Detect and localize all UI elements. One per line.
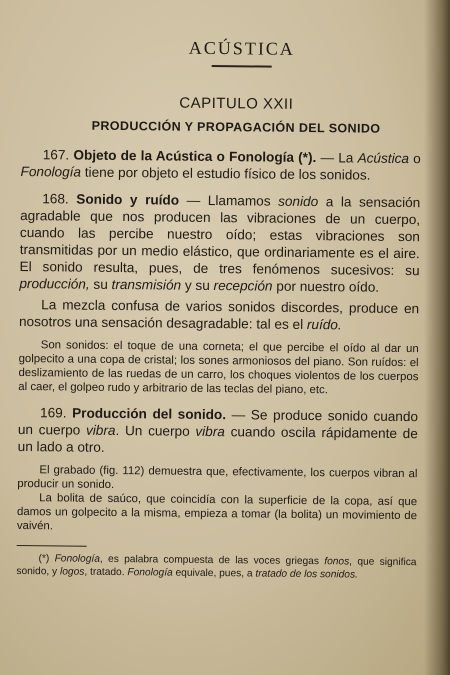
section-title: ACÚSTICA <box>188 37 295 59</box>
text-run: sonido <box>278 193 319 210</box>
small-paragraph-grabado: El grabado (fig. 112) demuestra que, efectivamente, los cuerpos vibran al producir un sonido. <box>17 464 418 491</box>
text-run: cuando oscila rápidamente de un lado a otro. <box>17 424 418 455</box>
text-run: — Llamamos <box>179 192 279 209</box>
text-run: recepción <box>213 278 273 294</box>
chapter-subtitle: PRODUCCIÓN Y PROPAGACIÓN DEL SONIDO <box>91 118 381 136</box>
text-run: o <box>408 151 421 167</box>
text-run: producción, <box>19 275 90 292</box>
title-rule <box>212 65 272 68</box>
small-paragraph-examples: Son sonidos: el toque de una corneta; el que percibe el oído al dar un golpecito a una copa de cristal; los sones armoniosos del piano. Son ruídos: el deslizamiento de las ruedas de un carro, los choques violentos de los cuerpos al caer, el golpeo rudo y arbitrario de las teclas del piano, etc. <box>18 339 419 397</box>
footnote-rule <box>17 545 87 547</box>
text-run: La mezcla confusa de varios sonidos discordes, produce en nosotros una sensación desagradable: tal es el <box>18 297 420 332</box>
text-run: ruído. <box>306 316 342 333</box>
text-run: vibra <box>195 423 225 440</box>
text-run: — La <box>316 150 358 166</box>
paragraph-heading: Producción del sonido. <box>72 405 227 423</box>
text-run: tratado de los sonidos. <box>255 568 358 581</box>
text-run: Fonología <box>127 567 173 579</box>
text-run: , tratado. <box>84 566 128 579</box>
text-run: — Se produce sonido cuando un cuerpo <box>17 407 419 438</box>
text-run: fonos <box>324 556 350 568</box>
small-paragraph-bolita: La bolita de saúco, que coincidía con la superficie de la copa, así que damos un golpecito a la misma, empieza a tomar (la bolita) un movimiento de vaivén. <box>16 492 418 533</box>
paragraph-heading: Sonido y ruído <box>76 191 180 208</box>
chapter-heading: CAPITULO XXII <box>179 94 294 113</box>
paragraph-number: 168. <box>42 191 69 207</box>
text-run: logos <box>59 566 85 578</box>
text-run: y su <box>181 277 214 294</box>
text-run: transmisión <box>111 276 182 293</box>
page-content <box>16 36 422 582</box>
text-run: por nuestro oído. <box>272 278 380 295</box>
paragraph-167 <box>20 146 420 184</box>
text-run: . Un cuerpo <box>115 423 196 439</box>
text-run: , es palabra compuesta de las voces griegas <box>99 553 325 568</box>
text-run: Acústica <box>357 150 410 167</box>
text-run: , que significa sonido, y <box>16 556 417 578</box>
paragraph-mezcla <box>19 296 419 334</box>
text-run: Fonología <box>54 553 100 565</box>
text-run: tiene por objeto el estudio físico de los sonidos. <box>80 164 371 183</box>
paragraph-number: 169. <box>39 405 67 421</box>
text-run: equivale, pues, a <box>172 567 256 580</box>
paragraph-168 <box>19 190 420 296</box>
paragraph-number: 167. <box>42 147 70 163</box>
text-run: vibra <box>85 422 116 439</box>
paragraph-169 <box>18 404 419 459</box>
paragraph-heading: Objeto de la Acústica o Fonología (*). <box>73 147 317 166</box>
book-spine-shadow <box>424 0 450 675</box>
text-run: Fonología <box>20 163 82 180</box>
text-run: su <box>89 276 112 292</box>
footnote <box>16 552 416 582</box>
text-run: a la sensación agradable que nos producen las vibraciones de un cuerpo, cuando las percibe nuestro oído; estas vibraciones son transmitidas por un medio elástico, que ordinariamente es el aire. El sonido resulta, pues, de tres fenómenos sucesivos: su <box>19 194 421 279</box>
text-run: (*) <box>38 553 55 565</box>
